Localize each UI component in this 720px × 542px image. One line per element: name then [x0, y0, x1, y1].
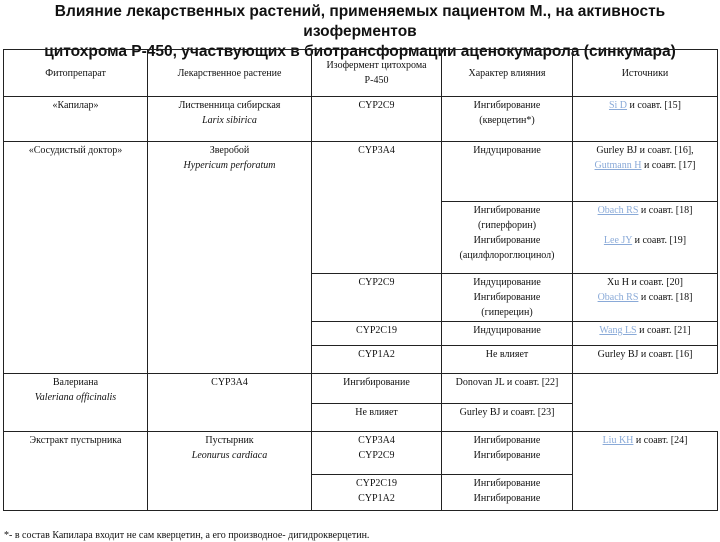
table-row: [4, 97, 718, 142]
source-link[interactable]: Wang LS: [599, 325, 637, 336]
effect-text: Ингибирование: [473, 435, 541, 446]
effect-cell: Не влияет: [442, 346, 573, 374]
plant-name: Пустырник: [205, 435, 254, 446]
effect-text: Ингибирование: [473, 450, 541, 461]
drug-cell: Экстракт пустырника: [4, 432, 148, 511]
effect-cell: [442, 475, 573, 511]
source-text: Xu H и соавт. [20]: [607, 277, 683, 288]
enzyme-cell: [312, 432, 442, 475]
plant-cell: [148, 97, 312, 142]
effect-cell: Не влияет: [312, 404, 442, 432]
effect-cell: [442, 97, 573, 142]
source-text: и соавт. [21]: [636, 325, 691, 336]
source-cell: [573, 274, 718, 322]
plant-name: Лиственница сибирская: [178, 100, 281, 111]
header-effect: Характер влияния: [442, 50, 573, 97]
effect-cell: [442, 274, 573, 322]
source-cell: [573, 202, 718, 274]
source-text: и соавт. [19]: [632, 235, 687, 246]
source-text: и соавт. [17]: [641, 160, 696, 171]
plant-latin: Valeriana officinalis: [34, 392, 117, 403]
effect-note: (кверцетин*): [479, 115, 535, 126]
source-link[interactable]: Obach RS: [597, 205, 639, 216]
effect-text: Ингибирование: [473, 100, 541, 111]
enzyme-cell: CYP3A4: [312, 142, 442, 274]
title-line-1: Влияние лекарственных растений, применяемых пациентом М., на активность изоферментов: [54, 3, 666, 40]
source-link[interactable]: Obach RS: [597, 292, 639, 303]
drug-cell: «Сосудистый доктор»: [4, 142, 148, 374]
drug-cell: «Капилар»: [4, 97, 148, 142]
enzyme-text: CYP3A4: [358, 435, 395, 446]
effect-text: Ингибирование: [473, 235, 541, 246]
source-text: и соавт. [18]: [638, 292, 693, 303]
plant-cell: [4, 374, 148, 432]
header-drug: Фитопрепарат: [4, 50, 148, 97]
effect-cell: Ингибирование: [312, 374, 442, 404]
effect-text: Ингибирование: [473, 292, 541, 303]
table-row: [4, 374, 718, 404]
enzyme-text: CYP1A2: [358, 493, 395, 504]
header-source: Источники: [573, 50, 718, 97]
cyp450-table: [3, 49, 718, 511]
source-link[interactable]: Gutmann H: [594, 160, 642, 171]
footnote: *- в состав Капилара входит не сам кверцетин, а его производное- дигидрокверцетин.: [4, 530, 370, 541]
plant-latin: Hypericum perforatum: [183, 160, 276, 171]
source-text: и соавт. [18]: [638, 205, 693, 216]
effect-note: (гиперецин): [481, 307, 533, 318]
effect-cell: [442, 432, 573, 475]
table-row: [4, 432, 718, 475]
source-text: Gurley BJ и соавт. [16],: [596, 145, 694, 156]
effect-text: Ингибирование: [473, 205, 541, 216]
source-cell: [573, 97, 718, 142]
effect-text: Ингибирование: [473, 478, 541, 489]
enzyme-text: CYP2C19: [355, 478, 398, 489]
source-cell: Gurley BJ и соавт. [16]: [573, 346, 718, 374]
plant-name: Зверобой: [209, 145, 250, 156]
effect-note: (ацилфлороглюцинол): [459, 250, 555, 261]
header-enzyme: Изофермент цитохрома Р-450: [312, 50, 442, 97]
source-text: и соавт. [24]: [633, 435, 688, 446]
source-link[interactable]: Si D: [608, 100, 628, 111]
enzyme-text: CYP2C9: [358, 450, 395, 461]
title-line-2: цитохрома Р-450, участвующих в биотрансформации аценокумарола (синкумара): [44, 43, 676, 60]
source-cell: [573, 142, 718, 202]
plant-cell: [148, 142, 312, 374]
source-cell: [573, 322, 718, 346]
source-cell: Donovan JL и соавт. [22]: [442, 374, 573, 404]
table-row: [4, 142, 718, 202]
plant-latin: Larix sibirica: [202, 115, 257, 126]
plant-latin: Leonurus cardiaca: [191, 450, 268, 461]
effect-text: Ингибирование: [473, 493, 541, 504]
enzyme-cell: CYP3A4: [148, 374, 312, 432]
effect-cell: [442, 202, 573, 274]
source-cell: [573, 432, 718, 511]
plant-cell: [148, 432, 312, 511]
enzyme-cell: CYP2C19: [312, 322, 442, 346]
enzyme-cell: CYP1A2: [312, 346, 442, 374]
enzyme-cell: [312, 475, 442, 511]
header-row: [4, 50, 718, 97]
source-cell: Gurley BJ и соавт. [23]: [442, 404, 573, 432]
enzyme-cell: CYP2C9: [312, 274, 442, 322]
source-link[interactable]: Liu KH: [602, 435, 634, 446]
effect-cell: Индуцирование: [442, 322, 573, 346]
effect-note: (гиперфорин): [477, 220, 537, 231]
effect-cell: Индуцирование: [442, 142, 573, 202]
plant-name: Валериана: [52, 377, 99, 388]
enzyme-cell: CYP2C9: [312, 97, 442, 142]
header-plant: Лекарственное растение: [148, 50, 312, 97]
source-link[interactable]: Lee JY: [603, 235, 633, 246]
source-text: и соавт. [15]: [627, 100, 682, 111]
effect-text: Индуцирование: [473, 277, 541, 288]
